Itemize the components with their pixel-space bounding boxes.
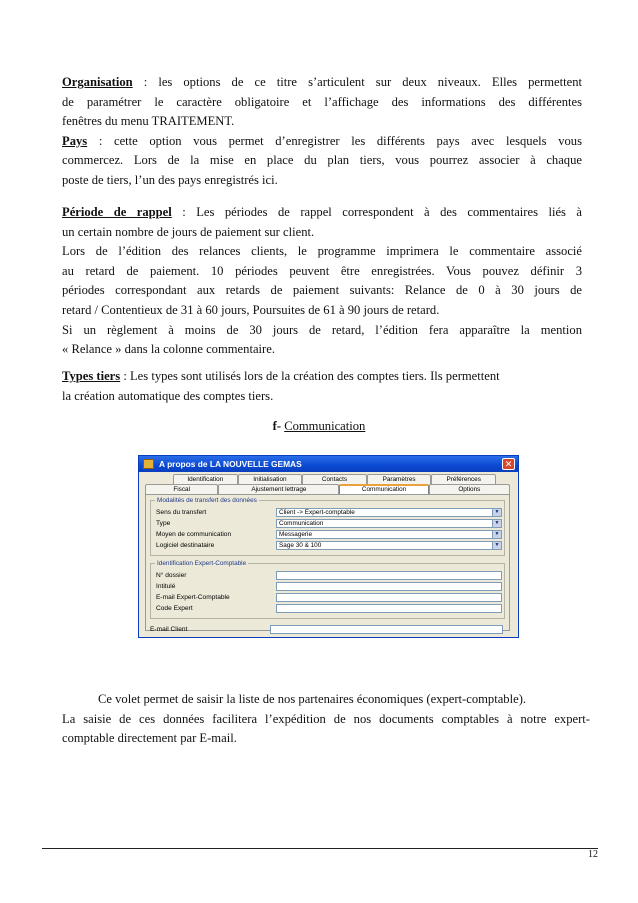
line — [62, 73, 582, 93]
form-row-code-expert — [151, 604, 504, 614]
expert-group-legend: Identification Expert-Comptable — [157, 560, 247, 567]
line: au retard de paiement. 10 périodes peuvent être enregistrées. Vous pouvez définir 3 — [62, 263, 582, 278]
paragraph-periode-rappel — [62, 203, 582, 360]
line — [62, 203, 582, 223]
line: retard / Contentieux de 31 à 60 jours, Poursuites de 61 à 90 jours de retard. — [62, 302, 440, 317]
form-row-sens — [151, 508, 504, 518]
field-label: E-mail Client — [150, 626, 188, 633]
tab-preferences[interactable]: Préférences — [431, 474, 496, 484]
line: poste de tiers, l’un des pays enregistrés ici. — [62, 172, 278, 187]
tab-contacts[interactable]: Contacts — [302, 474, 367, 484]
line: « Relance » dans la colonne commentaire. — [62, 342, 275, 357]
tab-options[interactable]: Options — [429, 484, 510, 494]
chevron-down-icon[interactable]: ▼ — [492, 520, 501, 527]
about-dialog — [138, 455, 519, 638]
intitule-input[interactable] — [276, 582, 502, 591]
text: : cette option vous permet d’enregistrer les différents pays avec lesquels vous — [87, 133, 582, 148]
caption-title: Communication — [284, 419, 366, 433]
tab-row-1 — [173, 474, 496, 484]
field-label: E-mail Expert-Comptable — [156, 594, 230, 601]
select-value: Messagerie — [279, 531, 313, 538]
term-organisation: Organisation — [62, 75, 133, 89]
form-row-intitule — [151, 582, 504, 592]
tab-ajustement-lettrage[interactable]: Ajustement lettrage — [218, 484, 339, 494]
chevron-down-icon[interactable]: ▼ — [492, 509, 501, 516]
type-select[interactable] — [276, 519, 502, 528]
form-row-email-expert — [151, 593, 504, 603]
line: périodes correspondant aux retards de paiement suivants: Relance de 0 à 30 jours de — [62, 283, 582, 298]
section-caption — [0, 419, 638, 434]
form-row-dossier — [151, 571, 504, 581]
email-client-input[interactable] — [270, 625, 503, 634]
form-row-type — [151, 519, 504, 529]
line: fenêtres du menu TRAITEMENT. — [62, 114, 235, 129]
transfer-group — [150, 497, 505, 556]
text: : Les types sont utilisés lors de la création des comptes tiers. Ils permettent — [120, 369, 500, 383]
line: de paramétrer le caractère obligatoire et l’affichage des informations des différentes — [62, 94, 582, 109]
email-expert-input[interactable] — [276, 593, 502, 602]
term-periode-rappel: Période de rappel — [62, 205, 172, 219]
form-row-moyen — [151, 530, 504, 540]
caption-number: f- — [272, 419, 282, 433]
paragraph-communication — [62, 690, 590, 749]
line — [62, 367, 582, 387]
paragraph-organisation — [62, 73, 582, 191]
select-value: Sage 30 & 100 — [279, 542, 322, 549]
field-label: Code Expert — [156, 605, 193, 612]
logiciel-destinataire-select[interactable] — [276, 541, 502, 550]
line: La saisie de ces données facilitera l’expédition de nos documents comptables à notre expert- — [62, 711, 590, 726]
line: la création automatique des comptes tiers. — [62, 388, 274, 403]
page-number: 12 — [588, 849, 598, 860]
line: Lors de l’édition des relances clients, le programme imprimera le commentaire associé — [62, 244, 582, 259]
dossier-input[interactable] — [276, 571, 502, 580]
sens-transfert-select[interactable] — [276, 508, 502, 517]
form-row-logiciel — [151, 541, 504, 551]
chevron-down-icon[interactable]: ▼ — [492, 531, 501, 538]
communication-panel — [145, 494, 510, 631]
footer-divider — [42, 848, 598, 849]
field-label: Logiciel destinataire — [156, 542, 215, 549]
tab-identification[interactable]: Identification — [173, 474, 238, 484]
select-value: Client -> Expert-comptable — [279, 509, 355, 516]
transfer-group-legend: Modalités de transfert des données — [157, 497, 257, 504]
line: Si un règlement à moins de 30 jours de retard, l’édition fera apparaître la mention — [62, 322, 582, 337]
field-label: N° dossier — [156, 572, 187, 579]
text: : les options de ce titre s’articulent sur deux niveaux. Elles permettent — [132, 75, 582, 89]
app-icon — [143, 459, 154, 469]
code-expert-input[interactable] — [276, 604, 502, 613]
expert-identification-group — [150, 560, 505, 619]
text: : Les périodes de rappel correspondent à des commentaires liés à — [171, 205, 582, 219]
dialog-titlebar[interactable] — [139, 456, 518, 472]
field-label: Moyen de communication — [156, 531, 232, 538]
tab-initialisation[interactable]: Initialisation — [238, 474, 303, 484]
line: Ce volet permet de saisir la liste de nos partenaires économiques (expert-comptable). — [98, 692, 527, 706]
term-pays: Pays — [62, 133, 88, 148]
tab-row-2 — [145, 484, 510, 494]
field-label: Sens du transfert — [156, 509, 207, 516]
line: un certain nombre de jours de paiement sur client. — [62, 224, 315, 239]
select-value: Communication — [279, 520, 324, 527]
paragraph-types-tiers — [62, 367, 582, 406]
moyen-communication-select[interactable] — [276, 530, 502, 539]
tab-fiscal[interactable]: Fiscal — [145, 484, 218, 494]
line: comptable directement par E-mail. — [62, 731, 237, 746]
tab-communication[interactable]: Communication — [339, 484, 428, 494]
tab-parametres[interactable]: Paramètres — [367, 474, 432, 484]
field-label: Type — [156, 520, 171, 527]
form-row-email-client — [150, 625, 505, 636]
term-types-tiers: Types tiers — [62, 369, 121, 383]
field-label: Intitulé — [156, 583, 176, 590]
close-button[interactable]: ✕ — [502, 458, 515, 470]
line — [62, 132, 582, 152]
dialog-title: A propos de LA NOUVELLE GEMAS — [159, 459, 302, 469]
line: commercez. Lors de la mise en place du plan tiers, vous pourrez associer à chaque — [62, 153, 582, 168]
chevron-down-icon[interactable]: ▼ — [492, 542, 501, 549]
